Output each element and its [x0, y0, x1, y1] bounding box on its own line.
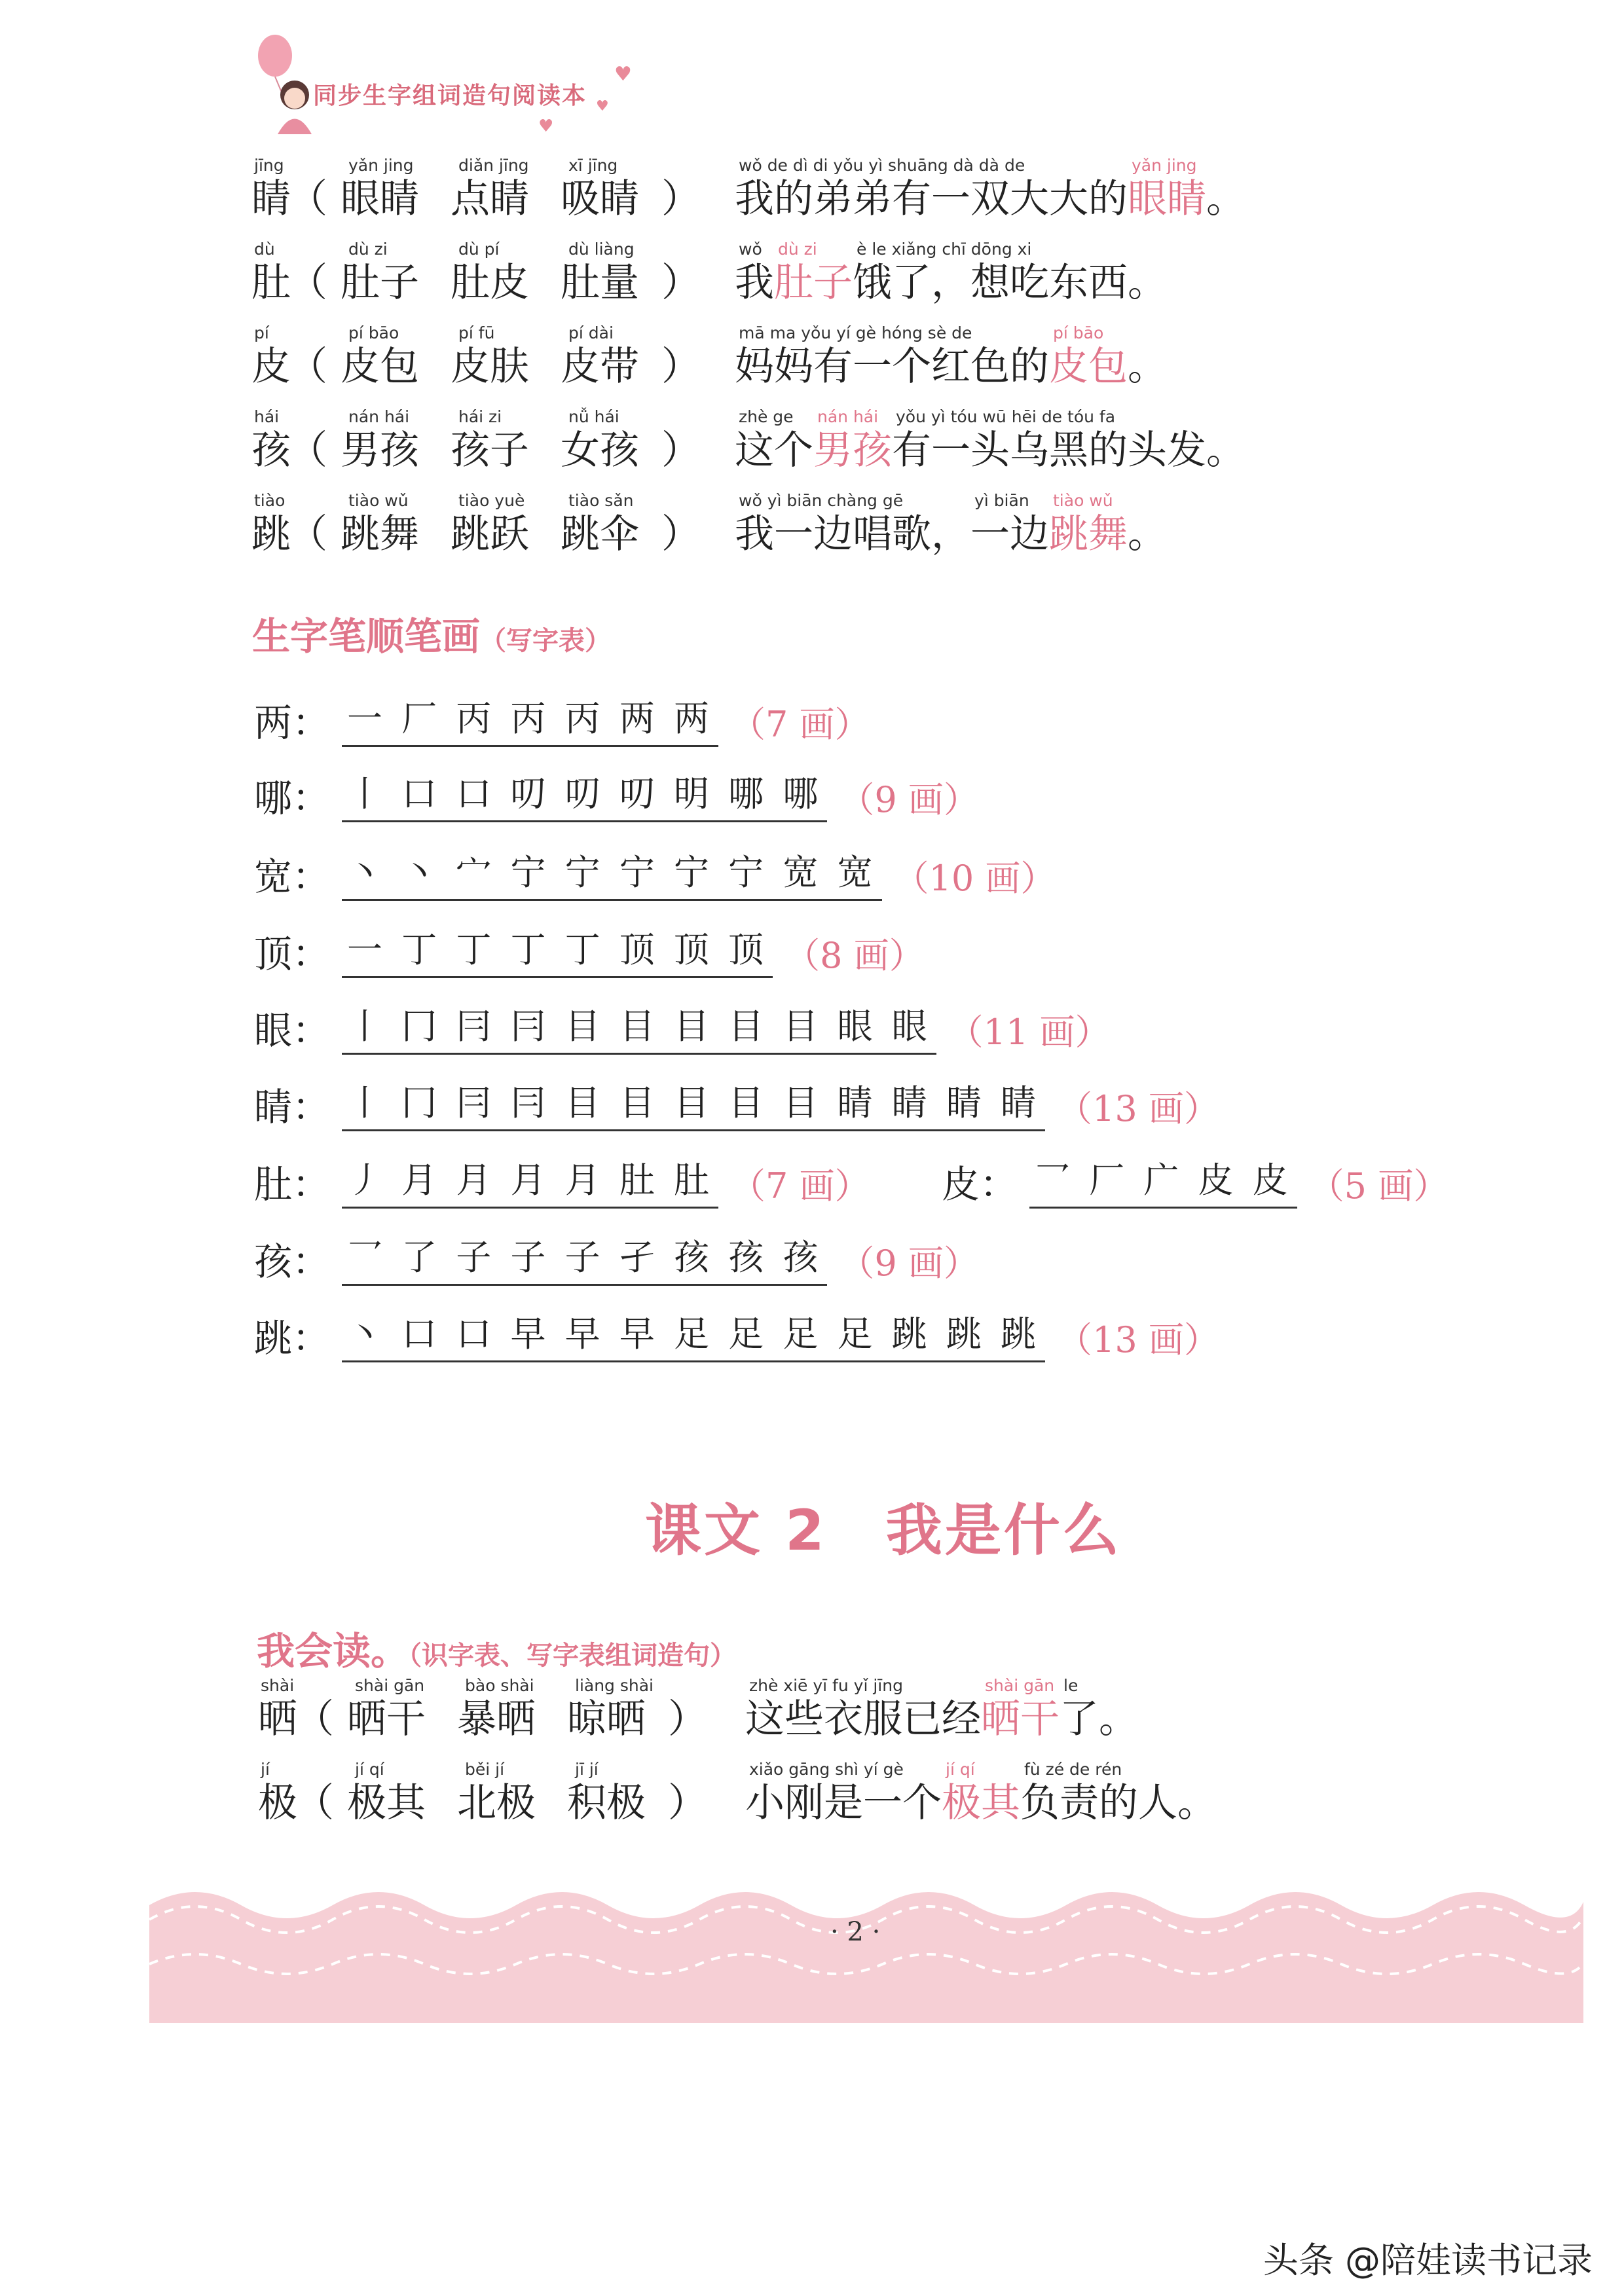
char-pinyin: tiào [254, 491, 286, 510]
stroke-sequence: 丶 口 口 早 早 早 足 足 足 足 跳 跳 跳 [342, 1306, 1045, 1362]
char-pinyin: jí [261, 1760, 270, 1779]
word-pinyin: tiào wǔ [348, 491, 409, 510]
sentence-text: 我 [735, 260, 774, 306]
stroke-sequence: 丨 冂 冃 冃 目 目 目 目 目 眼 眼 [342, 998, 936, 1055]
stroke-char-label: 睛： [254, 1085, 331, 1129]
section-title: 我会读。 [257, 1629, 409, 1673]
stroke-count: （7 画） [730, 1165, 870, 1207]
heart-icon: ♥ [614, 63, 632, 86]
highlighted-word [1049, 491, 1128, 557]
sentence-text: 我一边唱歌， [735, 511, 970, 557]
stroke-count: （5 画） [1308, 1165, 1449, 1207]
word-pinyin: bào shài [465, 1676, 534, 1695]
stroke-order-row [254, 1230, 979, 1286]
sentence-segment [735, 156, 1128, 222]
word-pinyin: diǎn jīng [458, 156, 529, 175]
paren-open: （ [288, 428, 327, 473]
char-pinyin: jīng [254, 156, 284, 175]
sentence-pinyin: yì biān [974, 491, 1029, 510]
sentence-pinyin: shài gān [985, 1676, 1055, 1695]
char: 孩 [251, 428, 291, 473]
sentence-pinyin: xiǎo gāng shì yí gè [749, 1760, 904, 1779]
word-pinyin: shài gān [355, 1676, 425, 1695]
sentence-text: 皮包 [1049, 344, 1128, 390]
word-pinyin: pí fū [458, 323, 495, 342]
sentence-segment [970, 491, 1049, 557]
sentence-segment [853, 240, 1167, 306]
sentence-text: 有一头乌黑的头发。 [892, 428, 1246, 473]
section-subtitle: （写字表） [480, 626, 612, 656]
stroke-count: （13 画） [1057, 1319, 1219, 1360]
highlighted-word [1049, 323, 1128, 390]
sentence-pinyin: wǒ de dì di yǒu yì shuāng dà dà de [739, 156, 1025, 175]
sentence-pinyin: nán hái [817, 407, 879, 426]
sentence-pinyin: yǎn jing [1132, 156, 1197, 175]
paren-open: （ [295, 1780, 334, 1826]
sentence-segment [1128, 491, 1167, 557]
sentence-segment [735, 323, 1049, 390]
example-sentence [735, 156, 1246, 222]
highlighted-word [774, 240, 853, 306]
stroke-count: （7 画） [730, 704, 870, 745]
stroke-count: （11 画） [948, 1011, 1111, 1053]
sentence-segment [735, 240, 774, 306]
stroke-sequence: 丶 丶 宀 宁 宁 宁 宁 宁 宽 宽 [342, 845, 881, 901]
section-title: 生字笔顺笔画 [252, 614, 481, 659]
stroke-order-row [942, 1152, 1449, 1209]
paren-open: （ [288, 176, 327, 222]
stroke-order-row [254, 691, 870, 747]
word: 晾晒 [567, 1696, 646, 1742]
sentence-segment [1060, 1676, 1138, 1742]
sentence-text: 。 [1128, 511, 1167, 557]
sentence-text: 小刚是一个 [745, 1780, 942, 1826]
sentence-text: 我的弟弟有一双大大的 [735, 176, 1128, 222]
sentence-segment [1128, 323, 1167, 390]
lesson-title: 课文 2 我是什么 [645, 1498, 1122, 1563]
char: 极 [258, 1780, 297, 1826]
sentence-segment [1206, 156, 1246, 222]
sentence-pinyin: pí bāo [1053, 323, 1104, 342]
heart-icon: ♥ [538, 117, 554, 136]
stroke-order-row [254, 922, 925, 978]
char: 晒 [258, 1696, 297, 1742]
sentence-segment [1020, 1760, 1217, 1826]
sentence-pinyin: wǒ yì biān chàng gē [739, 491, 904, 510]
stroke-sequence: 丨 口 口 叨 叨 叨 明 哪 哪 [342, 766, 827, 822]
sentence-text: 负责的人。 [1020, 1780, 1217, 1826]
paren-close: ） [661, 344, 701, 390]
strokes-section-heading [252, 606, 611, 661]
sentence-text: 饿了，想吃东西。 [853, 260, 1167, 306]
word-pinyin: nán hái [348, 407, 410, 426]
word-pinyin: tiào yuè [458, 491, 525, 510]
stroke-sequence: 乛 了 子 子 子 孑 孩 孩 孩 [342, 1230, 827, 1286]
stroke-sequence: 乛 厂 广 皮 皮 [1029, 1152, 1297, 1209]
book-title: 同步生字组词造句阅读本 [313, 82, 587, 109]
word: 积极 [567, 1780, 646, 1826]
highlighted-word [813, 407, 892, 473]
sentence-pinyin: zhè xiē yī fu yǐ jīng [749, 1676, 903, 1695]
stroke-sequence: 丨 冂 冃 冃 目 目 目 目 目 睛 睛 睛 睛 [342, 1075, 1045, 1131]
word: 跳舞 [341, 511, 419, 557]
word: 极其 [347, 1780, 426, 1826]
stroke-char-label: 皮： [942, 1162, 1018, 1207]
word: 皮包 [341, 344, 419, 390]
example-sentence [735, 491, 1167, 557]
sentence-pinyin: è le xiǎng chī dōng xi [857, 240, 1032, 259]
word: 北极 [457, 1780, 536, 1826]
word-pinyin: pí bāo [348, 323, 399, 342]
sentence-text: 晒干 [981, 1696, 1060, 1742]
paren-open: （ [288, 344, 327, 390]
sentence-segment [735, 407, 813, 473]
paren-open: （ [295, 1696, 334, 1742]
char: 跳 [251, 511, 291, 557]
paren-close: ） [661, 428, 701, 473]
word-pinyin: hái zi [458, 407, 502, 426]
paren-close: ） [668, 1780, 707, 1826]
stroke-sequence: 一 丁 丁 丁 丁 顶 顶 顶 [342, 922, 773, 978]
stroke-char-label: 孩： [254, 1239, 331, 1284]
sentence-pinyin: jí qí [946, 1760, 975, 1779]
sentence-segment [892, 407, 1246, 473]
paren-close: ） [668, 1696, 707, 1742]
paren-close: ） [661, 260, 701, 306]
stroke-char-label: 跳： [254, 1316, 331, 1360]
paren-close: ） [661, 176, 701, 222]
stroke-char-label: 肚： [254, 1162, 331, 1207]
word-pinyin: jī jí [575, 1760, 599, 1779]
sentence-text: 。 [1128, 344, 1167, 390]
sentence-pinyin: le [1063, 1676, 1079, 1695]
example-sentence [735, 240, 1167, 306]
stroke-char-label: 两： [254, 701, 331, 745]
word: 眼睛 [341, 176, 419, 222]
example-sentence [745, 1760, 1217, 1826]
sentence-segment [745, 1760, 942, 1826]
stroke-order-row [254, 1152, 870, 1209]
sentence-text: 。 [1206, 176, 1246, 222]
word-pinyin: dù liàng [568, 240, 635, 259]
example-sentence [745, 1676, 1138, 1742]
sentence-pinyin: yǒu yì tóu wū hēi de tóu fa [896, 407, 1116, 426]
char-pinyin: pí [254, 323, 269, 342]
stroke-char-label: 宽： [254, 854, 331, 899]
sentence-pinyin: fù zé de rén [1024, 1760, 1122, 1779]
sentence-text: 跳舞 [1049, 511, 1128, 557]
paren-open: （ [288, 511, 327, 557]
char: 皮 [251, 344, 291, 390]
stroke-count: （9 画） [839, 779, 979, 820]
stroke-count: （8 画） [784, 935, 925, 976]
sentence-text: 一边 [970, 511, 1049, 557]
word: 孩子 [451, 428, 529, 473]
word: 晒干 [347, 1696, 426, 1742]
stroke-order-row [254, 845, 1056, 901]
highlighted-word [1128, 156, 1206, 222]
sentence-pinyin: wǒ [739, 240, 762, 259]
stroke-sequence: 丿 月 月 月 月 肚 肚 [342, 1152, 718, 1209]
word-pinyin: yǎn jing [348, 156, 414, 175]
word: 点睛 [451, 176, 529, 222]
sentence-text: 这些衣服已经 [745, 1696, 981, 1742]
paren-open: （ [288, 260, 327, 306]
word-pinyin: xī jīng [568, 156, 618, 175]
stroke-order-row [254, 998, 1111, 1055]
example-sentence [735, 323, 1167, 390]
sentence-text: 这个 [735, 428, 813, 473]
word: 跳伞 [561, 511, 639, 557]
stroke-order-row [254, 766, 979, 822]
word-pinyin: dù zi [348, 240, 388, 259]
sentence-pinyin: zhè ge [739, 407, 794, 426]
word: 吸睛 [561, 176, 639, 222]
stroke-char-label: 眼： [254, 1008, 331, 1053]
word: 皮肤 [451, 344, 529, 390]
page-number: · 2 · [830, 1917, 881, 1947]
word: 肚量 [561, 260, 639, 306]
sentence-text: 妈妈有一个红色的 [735, 344, 1049, 390]
word-pinyin: dù pí [458, 240, 500, 259]
source-watermark: 头条 @陪娃读书记录 [1263, 2240, 1593, 2281]
read-section-heading [257, 1620, 736, 1675]
word: 暴晒 [457, 1696, 536, 1742]
word-pinyin: pí dài [568, 323, 614, 342]
heart-icon: ♥ [596, 98, 609, 115]
stroke-char-label: 顶： [254, 932, 331, 976]
sentence-text: 眼睛 [1128, 176, 1206, 222]
sentence-text: 了。 [1060, 1696, 1138, 1742]
example-sentence [735, 407, 1246, 473]
sentence-pinyin: dù zi [778, 240, 817, 259]
stroke-sequence: 一 厂 丙 丙 丙 两 两 [342, 691, 718, 747]
char-pinyin: hái [254, 407, 280, 426]
char-pinyin: dù [254, 240, 275, 259]
word-pinyin: nǚ hái [568, 407, 619, 426]
stroke-count: （13 画） [1057, 1088, 1219, 1129]
sentence-pinyin: mā ma yǒu yí gè hóng sè de [739, 323, 972, 342]
word: 女孩 [561, 428, 639, 473]
sentence-text: 极其 [942, 1780, 1020, 1826]
word: 皮带 [561, 344, 639, 390]
word: 男孩 [341, 428, 419, 473]
sentence-text: 肚子 [774, 260, 853, 306]
stroke-order-row [254, 1075, 1219, 1131]
stroke-count: （9 画） [839, 1243, 979, 1284]
section-subtitle: （识字表、写字表组词造句） [409, 1641, 737, 1671]
paren-close: ） [661, 511, 701, 557]
stroke-char-label: 哪： [254, 776, 331, 820]
highlighted-word [981, 1676, 1060, 1742]
char: 肚 [251, 260, 291, 306]
stroke-count: （10 画） [893, 858, 1056, 899]
sentence-pinyin: tiào wǔ [1053, 491, 1113, 510]
word-pinyin: liàng shài [575, 1676, 654, 1695]
highlighted-word [942, 1760, 1020, 1826]
sentence-segment [735, 491, 970, 557]
stroke-order-row [254, 1306, 1219, 1362]
word: 肚皮 [451, 260, 529, 306]
sentence-text: 男孩 [813, 428, 892, 473]
word: 肚子 [341, 260, 419, 306]
word: 跳跃 [451, 511, 529, 557]
sentence-segment [745, 1676, 981, 1742]
word-pinyin: tiào sǎn [568, 491, 634, 510]
char: 睛 [251, 176, 291, 222]
char-pinyin: shài [261, 1676, 295, 1695]
word-pinyin: jí qí [355, 1760, 384, 1779]
word-pinyin: běi jí [465, 1760, 505, 1779]
